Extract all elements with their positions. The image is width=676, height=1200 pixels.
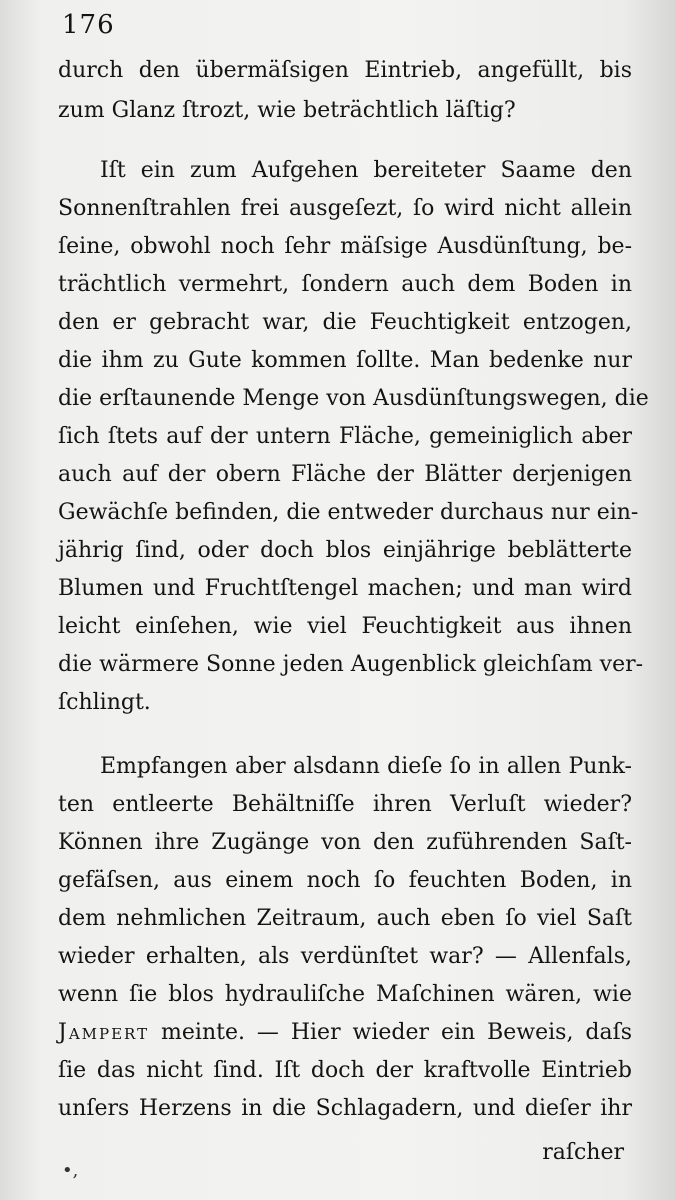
page-number: 176 <box>62 10 115 40</box>
text-line: wieder erhalten, als verdünſtet war? — Allenfals, <box>58 944 632 969</box>
text-line: leicht einſehen, wie viel Feuchtigkeit aus ihnen <box>58 614 632 639</box>
text-line: den er gebracht war, die Feuchtigkeit entzogen, <box>58 310 632 335</box>
text-line-with-name <box>58 1022 632 1044</box>
text-line: dem nehmlichen Zeitraum, auch eben ſo viel Saſt <box>58 906 632 931</box>
text-line: die ihm zu Gute kommen ſollte. Man bedenke nur <box>58 348 632 373</box>
author-name-jampert: Jampert <box>58 1020 150 1045</box>
text-line: ſie das nicht ſind. Iſt doch der kraftvolle Eintrieb <box>58 1058 632 1083</box>
text-line: die erſtaunende Menge von Ausdünſtungswegen, die <box>58 386 649 411</box>
text-line-rest: meinte. — Hier wieder ein Beweis, daſs <box>161 1020 633 1045</box>
text-line: gefäſsen, aus einem noch ſo feuchten Boden, in <box>58 868 632 893</box>
text-line: unſers Herzens in die Schlagadern, und dieſer ihr <box>58 1096 632 1121</box>
catchword: raſcher <box>542 1140 624 1165</box>
text-line: durch den übermäſsigen Eintrieb, angefüllt, bis <box>58 58 632 83</box>
text-line: Können ihre Zugänge von den zuführenden Saſt- <box>58 830 632 855</box>
text-line: trächtlich vermehrt, ſondern auch dem Boden in <box>58 272 632 297</box>
text-line: Blumen und Fruchtſtengel machen; und man wird <box>58 576 632 601</box>
text-line: Iſt ein zum Aufgehen bereiteter Saame den <box>100 158 632 183</box>
text-line: ſchlingt. <box>58 690 151 715</box>
text-line: auch auf der obern Fläche der Blätter derjenigen <box>58 462 632 487</box>
text-line: die wärmere Sonne jeden Augenblick gleichſam ver- <box>58 652 644 677</box>
signature-marks: •, <box>62 1160 79 1181</box>
text-line: Sonnenſtrahlen frei ausgeſezt, ſo wird nicht allein <box>58 196 632 221</box>
text-line: Gewächſe befinden, die entweder durchaus nur ein- <box>58 500 639 525</box>
text-line: ſeine, obwohl noch ſehr mäſsige Ausdünſtung, be- <box>58 234 632 259</box>
text-line: ſich ſtets auf der untern Fläche, gemeiniglich aber <box>58 424 632 449</box>
text-line: ten entleerte Behältniſſe ihren Verluſt wieder? <box>58 792 632 817</box>
text-line: wenn ſie blos hydrauliſche Maſchinen wären, wie <box>58 982 632 1007</box>
text-line: jährig ſind, oder doch blos einjährige beblätterte <box>58 538 632 563</box>
text-line: zum Glanz ſtrozt, wie beträchtlich läſtig? <box>58 98 516 123</box>
text-line: Empfangen aber alsdann dieſe ſo in allen Punk- <box>100 754 632 779</box>
